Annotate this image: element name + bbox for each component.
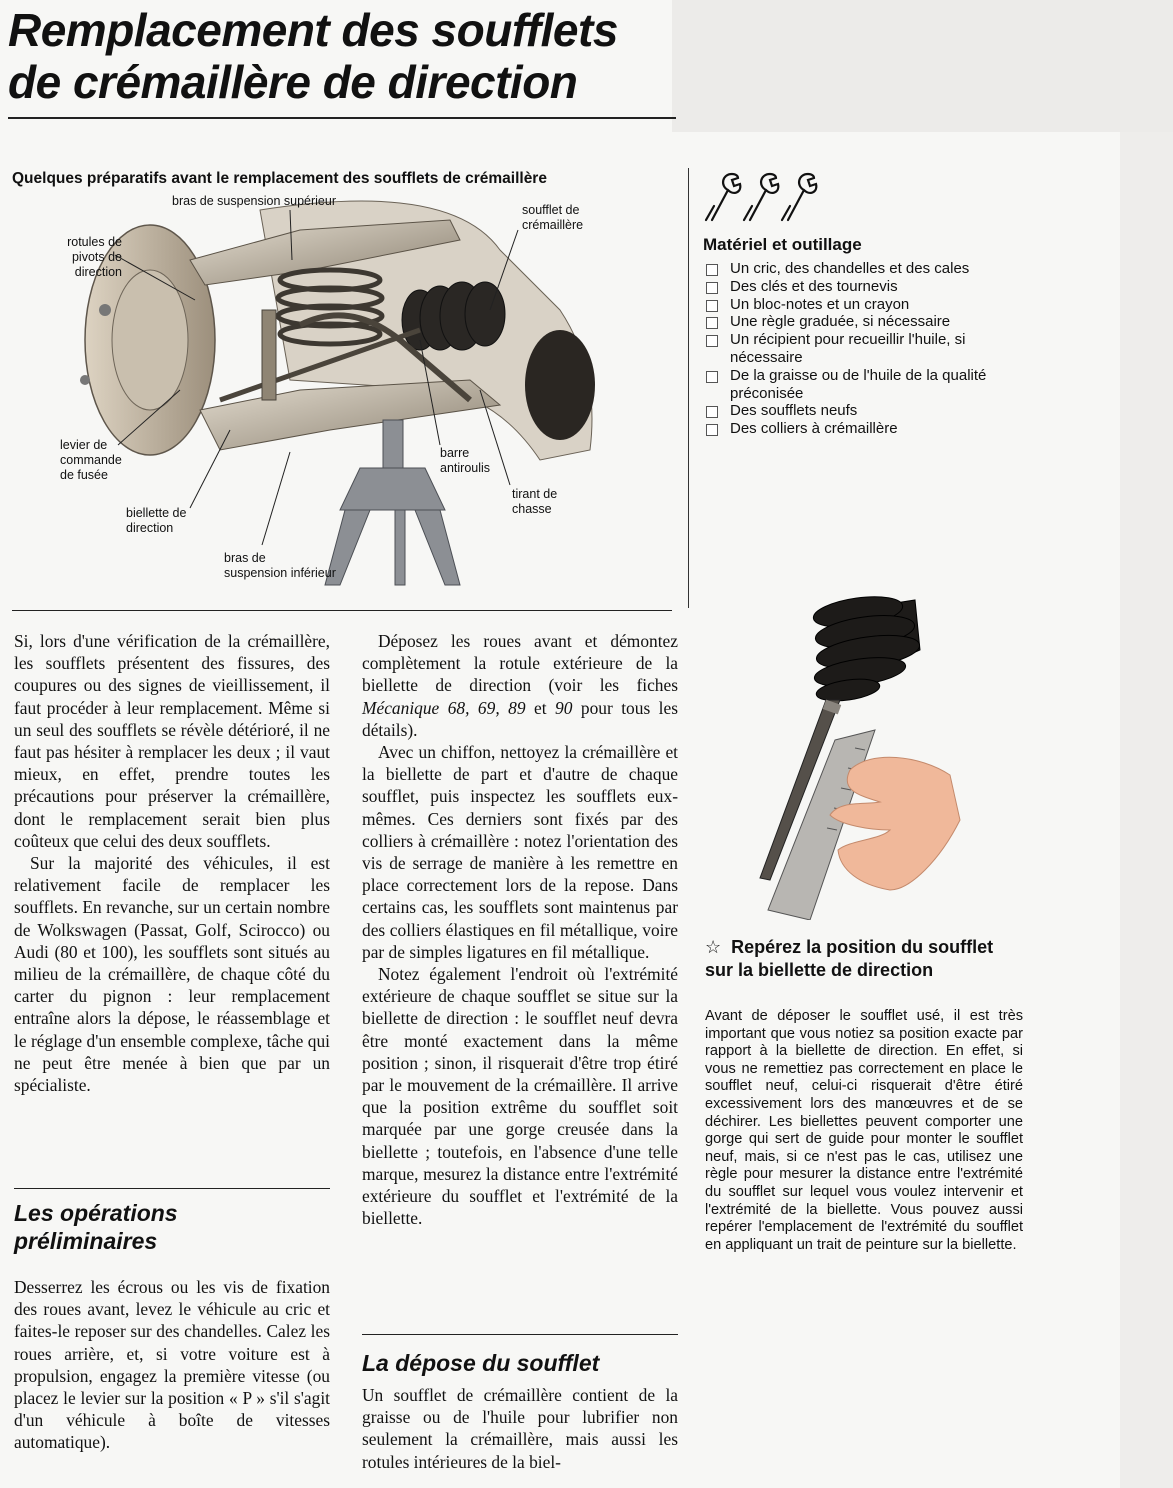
title-rule: [8, 117, 676, 119]
col2-paragraph-1: [362, 630, 678, 741]
title-line-2: de crémaillère de direction: [8, 56, 578, 108]
background-patch: [672, 0, 1173, 132]
wrench-icon: [702, 168, 832, 222]
tools-item-label: Un récipient pour recueillir l'huile, si nécessaire: [730, 331, 966, 366]
figure-caption: Quelques préparatifs avant le remplacement des soufflets de crémaillère: [12, 170, 547, 187]
checkbox-icon: [706, 424, 718, 436]
tools-list-item: [704, 420, 1034, 438]
tools-list-item: [704, 296, 1034, 314]
label-tension-rod: tirant de chasse: [512, 487, 558, 516]
col1-paragraph-3: Desserrez les écrous ou les vis de fixation des roues avant, levez le véhicule au cric et faites-le reposer sur des chandelles. Calez les roues arrière, et, si votre voiture est à propulsion, engagez la première vitesse (ou placez le levier sur la position « P » s'il s'agit d'un véhicule à boîte de vitesses automatique).: [14, 1277, 330, 1453]
col2-p1-text-c: pour tous les détails).: [362, 697, 678, 740]
label-anti-roll-bar: barre antiroulis: [440, 446, 491, 475]
label-tie-rod: biellette de direction: [126, 506, 187, 535]
col2-p1-mecanique-ref-2: 90: [555, 697, 573, 718]
col2-p1-text-b: et: [525, 697, 556, 718]
page-title: [8, 4, 688, 108]
tools-item-label: Des clés et des tournevis: [730, 277, 898, 295]
tools-list: [704, 260, 1034, 438]
column-2: [362, 630, 678, 1229]
col1-paragraph-2: Sur la majorité des véhicules, il est relativement facile de remplacer les soufflets. En revanche, sur un certain nombre de Wolkswagen (Passat, Golf, Scirocco) ou Audi (80 et 100), les soufflets sont situés au milieu de la crémaillère, de chaque côté du carter du pignon : leur remplacement entraîne alors la dépose, le réassemblage et le réglage d'un ensemble complexe, tâche qui ne peut être menée à bien que par un spécialiste.: [14, 853, 330, 1096]
checkbox-icon: [706, 406, 718, 418]
col2-p1-text-a: Déposez les roues avant et démontez complètement la rotule extérieure de la biellette de direction (voir les fiches: [362, 631, 678, 696]
checkbox-icon: [706, 371, 718, 383]
tools-item-label: Des soufflets neufs: [730, 402, 858, 420]
tools-list-item: [704, 260, 1034, 278]
tip-body: Avant de déposer le soufflet usé, il est très important que vous notiez sa position exacte par rapport à la biellette de direction. En effet, si vous ne remettiez pas correctement en place le soufflet neuf, celui-ci risquerait d'être étiré excessivement lors des manœuvres et de se déchirer. Les biellettes peuvent comporter une gorge qui sert de guide pour monter le soufflet neuf, mais, si ce n'est pas le cas, utilisez une règle pour mesurer la distance entre l'extrémité du soufflet sur lequel vous voulez intervenir et l'extrémité de la biellette. Vous pouvez aussi repérer l'emplacement de l'extrémité du soufflet en appliquant un trait de peinture sur la biellette.: [705, 1008, 1023, 1253]
checkbox-icon: [706, 317, 718, 329]
col1-paragraph-1: Si, lors d'une vérification de la crémaillère, les soufflets présentent des fissures, des coupures ou des signes de vieillissement, il faut procéder à leur remplacement. Même si un seul des soufflets se révèle détérioré, il ne faut pas hésiter à remplacer les deux ; il vaut mieux, en effet, prendre toutes les précautions pour préserver la crémaillère, dont le remplacement serait bien plus coûteux que celui des deux soufflets.: [14, 631, 330, 851]
section-title-preliminaires: Les opérations préliminaires: [14, 1200, 178, 1254]
label-lower-arm: bras de suspension inférieur: [224, 551, 336, 580]
tools-item-label: Un bloc-notes et un crayon: [730, 295, 910, 313]
section-rule-1: [14, 1188, 330, 1189]
checkbox-icon: [706, 264, 718, 276]
label-ball-joints: rotules de pivots de direction: [67, 235, 122, 279]
tools-item-label: Des colliers à crémaillère: [730, 420, 898, 438]
column-1-continued: [14, 1276, 330, 1454]
tools-item-label: Un cric, des chandelles et des cales: [730, 260, 970, 277]
tip-title-text: Repérez la position du soufflet sur la biellette de direction: [705, 937, 994, 980]
column-2-continued: [362, 1384, 678, 1473]
tools-item-label: Une règle graduée, si nécessaire: [730, 313, 951, 331]
column-divider: [688, 168, 689, 608]
tools-title: Matériel et outillage: [703, 235, 862, 254]
col2-p1-mecanique-ref: Mécanique 68, 69, 89: [362, 697, 526, 718]
label-steering-lever: levier de commande de fusée: [60, 438, 122, 482]
tools-list-item: [704, 331, 1034, 367]
label-boot: soufflet de crémaillère: [522, 203, 584, 232]
checkbox-icon: [706, 300, 718, 312]
tools-list-item: [704, 402, 1034, 420]
title-line-1: Remplacement des soufflets: [8, 4, 618, 56]
star-icon: ☆: [705, 937, 722, 957]
section-rule-2: [362, 1334, 678, 1335]
figure-bottom-rule: [12, 610, 672, 611]
column-1: [14, 630, 330, 1096]
checkbox-icon: [706, 335, 718, 347]
boot-measurement-photo: [740, 590, 970, 920]
label-upper-arm: bras de suspension supérieur: [172, 194, 336, 208]
col2-paragraph-3: Notez également l'endroit où l'extrémité extérieure de chaque soufflet se situe sur la biellette de direction : le soufflet neuf devra être monté exactement dans la même position ; sinon, il risquerait d'être trop étiré par le mouvement de la crémaillère. Il arrive que la position extrême du soufflet soit marquée par une gorge creusée dans la biellette ; toutefois, en l'absence d'une telle marque, mesurez la distance entre l'extrémité extérieure du soufflet et l'extrémité de la biellette.: [362, 964, 678, 1229]
tools-item-label: De la graisse ou de l'huile de la qualité préconisée: [730, 366, 987, 402]
tip-title: [705, 936, 1015, 981]
tools-list-item: [704, 313, 1034, 331]
background-strip: [1120, 132, 1173, 1488]
section-title-depose: La dépose du soufflet: [362, 1350, 600, 1376]
tools-list-item: [704, 278, 1034, 296]
checkbox-icon: [706, 282, 718, 294]
col2-paragraph-4: Un soufflet de crémaillère contient de la graisse ou de l'huile pour lubrifier non seulement la crémaillère, mais aussi les rotules intérieures de la biel-: [362, 1385, 678, 1472]
col2-paragraph-2: Avec un chiffon, nettoyez la crémaillère et la biellette de part et d'autre de chaque soufflet, puis inspectez les soufflets eux-mêmes. Ces derniers sont fixés par des colliers à crémaillère : notez l'orientation des vis de serrage de manière à les remettre en place correctement lors de la repose. Dans certains cas, les soufflets sont maintenus par des colliers élastiques en fil métallique, voire par de simples ligatures en fil métallique.: [362, 742, 678, 962]
tools-list-item: [704, 367, 1034, 403]
suspension-illustration: [0, 190, 680, 600]
